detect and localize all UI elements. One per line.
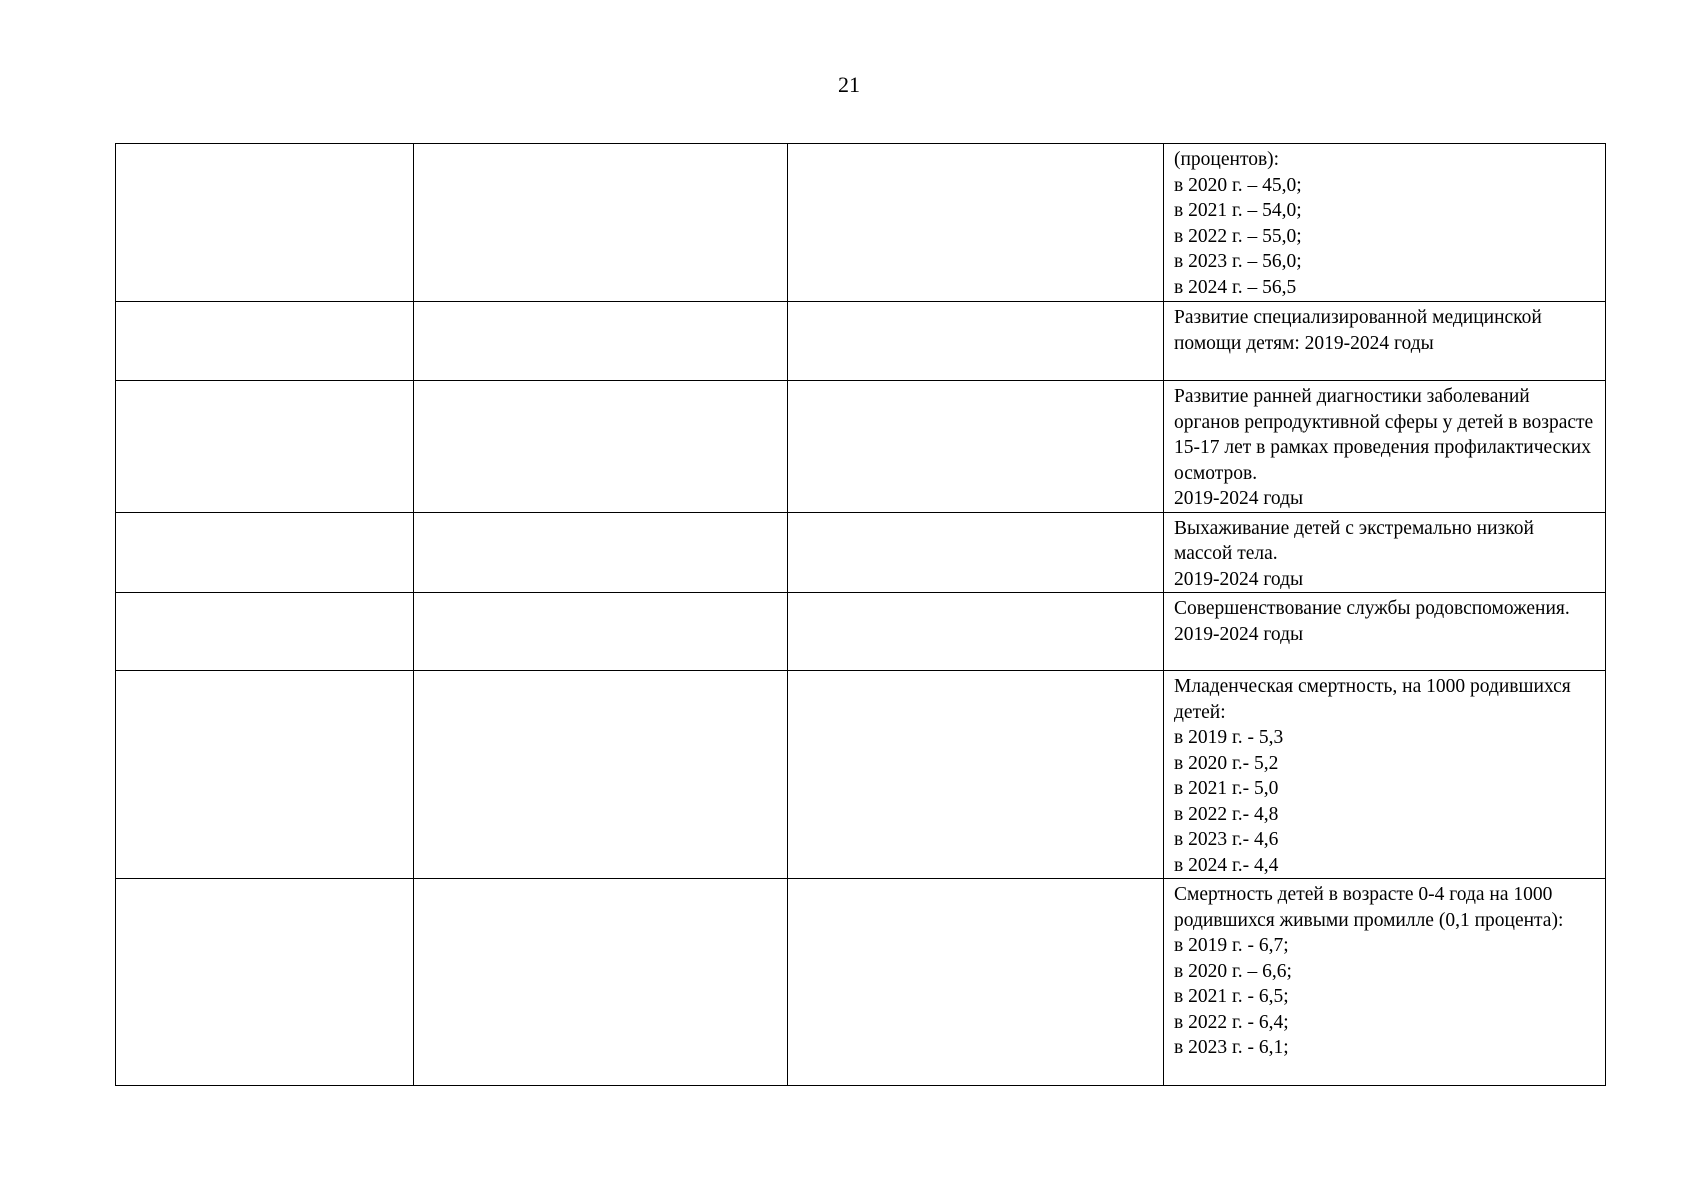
table-cell [116,879,414,1086]
table-cell [788,381,1164,513]
table-cell: Выхаживание детей с экстремально низкой массой тела. 2019-2024 годы [1164,512,1606,593]
table-cell [116,144,414,302]
table-cell [414,381,788,513]
table-row [116,671,1606,879]
table-cell [116,302,414,381]
table-cell [414,512,788,593]
table-row [116,381,1606,513]
table-cell [414,593,788,671]
table-row [116,879,1606,1086]
table-row [116,144,1606,302]
table-cell [116,593,414,671]
table-row [116,302,1606,381]
table-cell [116,671,414,879]
program-table [115,143,1606,1086]
table-cell [788,144,1164,302]
table-cell: Совершенствование службы родовспоможения. 2019-2024 годы [1164,593,1606,671]
table-row [116,593,1606,671]
table-cell: Младенческая смертность, на 1000 родившихся детей: в 2019 г. - 5,3 в 2020 г.- 5,2 в 2021 г.- 5,0 в 2022 г.- 4,8 в 2023 г.- 4,6 в 2024 г.- 4,4 [1164,671,1606,879]
table-cell [414,879,788,1086]
page-number: 21 [838,72,860,97]
table-cell [116,512,414,593]
table-cell [788,671,1164,879]
table-cell [788,593,1164,671]
table-cell: (процентов): в 2020 г. – 45,0; в 2021 г. – 54,0; в 2022 г. – 55,0; в 2023 г. – 56,0; в 2024 г. – 56,5 [1164,144,1606,302]
table-cell: Развитие ранней диагностики заболеваний органов репродуктивной сферы у детей в возрасте 15-17 лет в рамках проведения профилактических осмотров. 2019-2024 годы [1164,381,1606,513]
table-cell [788,879,1164,1086]
table-cell [414,671,788,879]
table-cell: Развитие специализированной медицинской помощи детям: 2019-2024 годы [1164,302,1606,381]
table-cell [788,512,1164,593]
table-cell [414,302,788,381]
table-cell [116,381,414,513]
table-row [116,512,1606,593]
table-cell [414,144,788,302]
table-cell [788,302,1164,381]
table-cell: Смертность детей в возрасте 0-4 года на 1000 родившихся живыми промилле (0,1 процента): в 2019 г. - 6,7; в 2020 г. – 6,6; в 2021 г. - 6,5; в 2022 г. - 6,4; в 2023 г. - 6,1; [1164,879,1606,1086]
